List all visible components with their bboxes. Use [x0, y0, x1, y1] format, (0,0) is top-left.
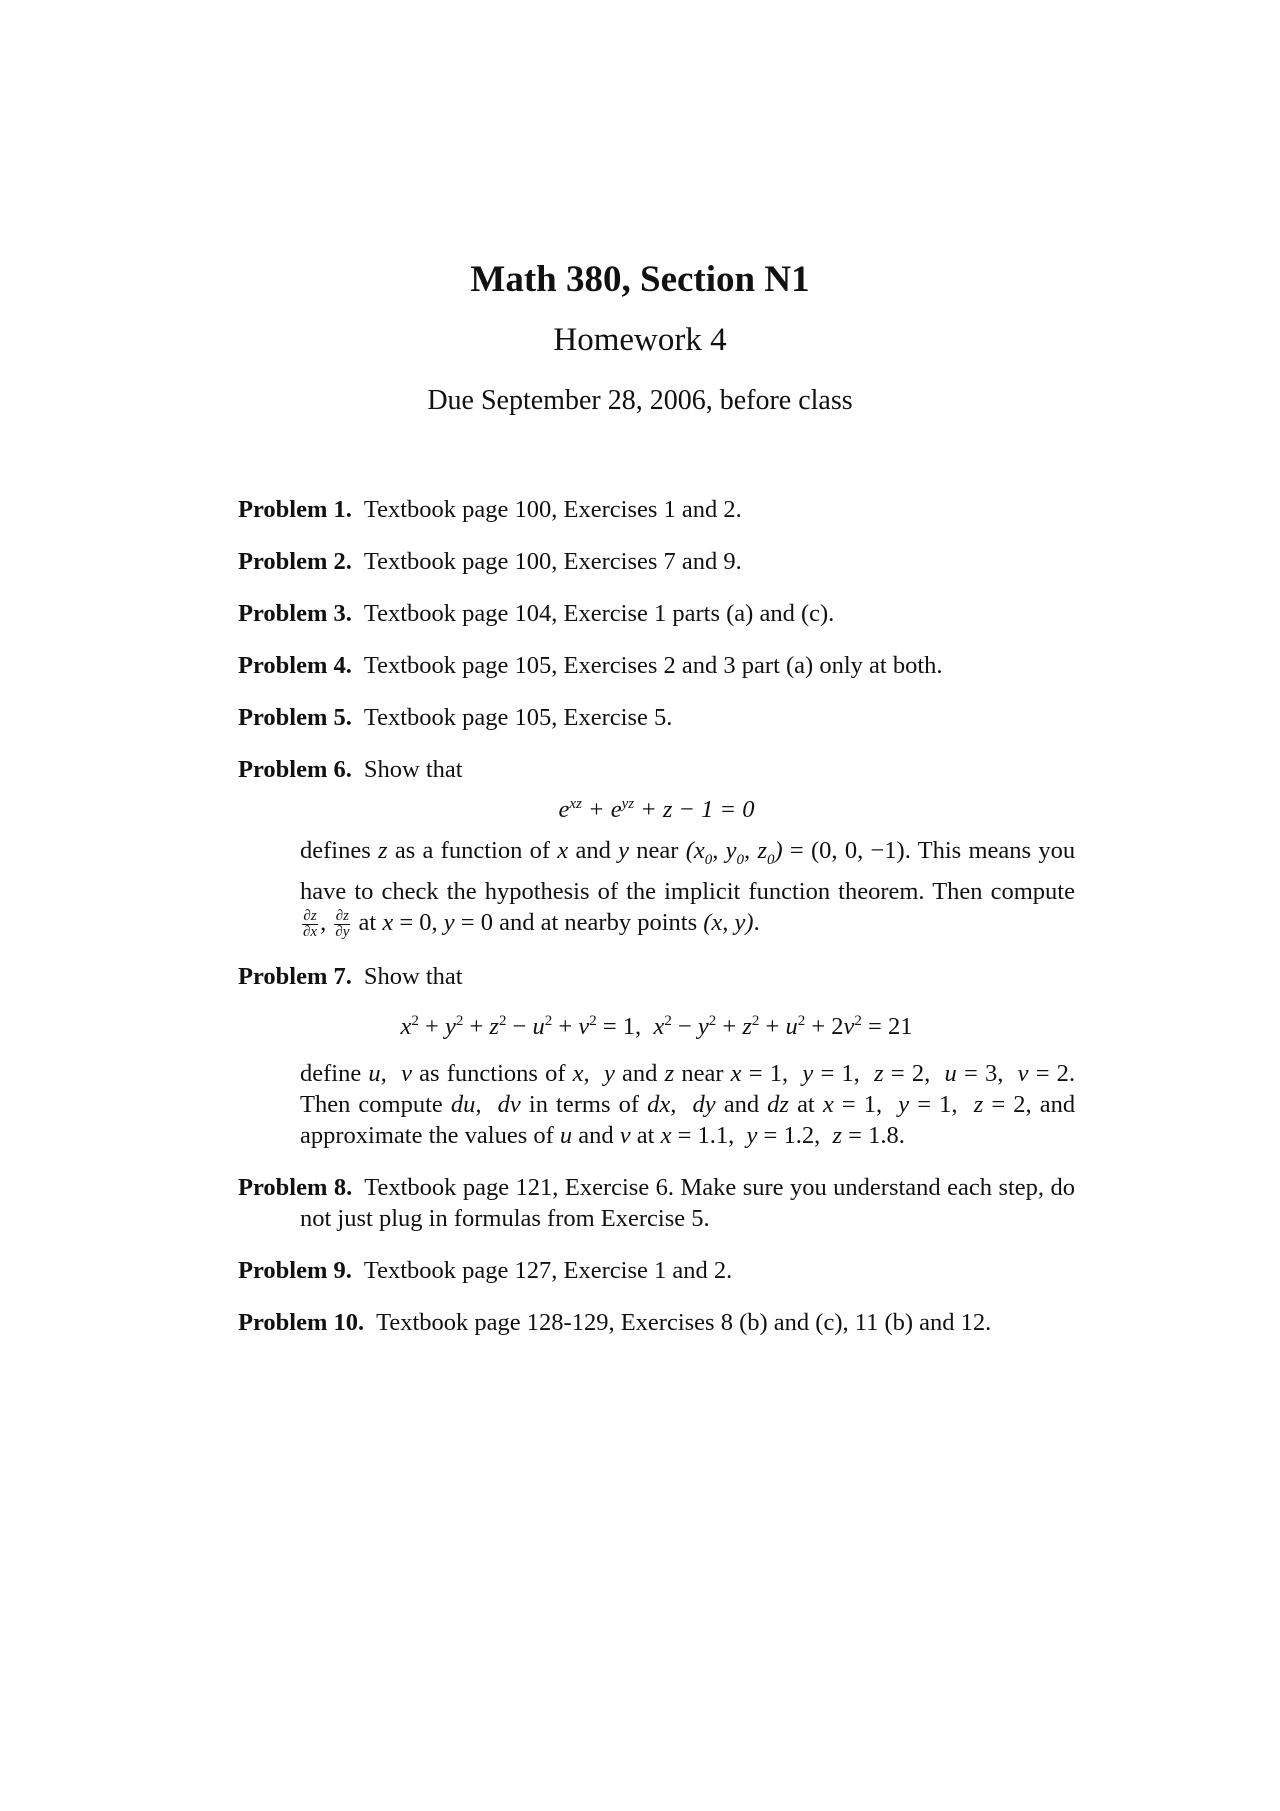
problem-6-body: defines z as a function of x and y near ($x_0$, $y_0$, $z_0) = (0$, 0, −1). This means you have to check the hypothesis of the implicit function theorem. Then compute $\frac{\partial z}{\partial x}$ , $\frac{\partial z}{\partial y}$ at x = 0, y = 0 and at nearby points (x, y). [300, 837, 1076, 940]
equation-system: $x^2 + y^2 + z^2 - u^2 + v^2 = 1$, $x^2 - y^2 + z^2 + u^2 + 2v^2 = 21$ [400, 1012, 913, 1041]
problem-6 [238, 754, 1075, 940]
problem-text: Textbook page 105, Exercise 5. [363, 704, 673, 731]
problem-text: Textbook page 100, Exercises 1 and 2. [363, 496, 742, 523]
problem-label: Problem 7. [238, 962, 352, 990]
due-date: Due September 28, 2006, before class [427, 385, 853, 416]
problem-2 [238, 546, 1075, 577]
problem-list [238, 494, 1075, 1359]
problem-text: Textbook page 104, Exercise 1 parts (a) and (c). [363, 600, 835, 627]
problem-text: Textbook page 105, Exercises 2 and 3 part (a) only at both. [363, 652, 943, 679]
problem-3 [238, 598, 1075, 629]
problem-intro: Show that [363, 962, 463, 990]
problem-text: Textbook page 121, Exercise 6. Make sure you understand each step, do not just plug in formulas from Exercise 5. [300, 1174, 1075, 1233]
problem-label: Problem 10. [238, 1309, 365, 1337]
page-title: Math 380, Section N1 [470, 259, 810, 300]
page-subtitle: Homework 4 [553, 322, 727, 358]
problem-label: Problem 3. [238, 600, 352, 627]
problem-4 [238, 650, 1075, 681]
partial-z-x: $\frac{\partial z}{\partial x}$ [303, 907, 318, 940]
problem-1 [238, 494, 1075, 525]
problem-9 [238, 1255, 1075, 1286]
problem-5 [238, 702, 1075, 733]
problem-label: Problem 4. [238, 652, 352, 679]
partial-z-y: $\frac{\partial z}{\partial y}$ [335, 907, 350, 940]
equation-implicit: $e^{xz} + e^{yz} + z - 1 = 0$ [558, 796, 755, 824]
problem-10 [238, 1307, 1075, 1338]
problem-label: Problem 1. [238, 496, 352, 523]
problem-7 [238, 961, 1075, 1151]
problem-label: Problem 8. [238, 1174, 353, 1202]
problem-8 [238, 1172, 1075, 1234]
problem-label: Problem 2. [238, 548, 352, 575]
problem-text: Textbook page 127, Exercise 1 and 2. [363, 1257, 733, 1285]
problem-label: Problem 9. [238, 1257, 352, 1285]
problem-label: Problem 6. [238, 756, 352, 783]
problem-text: Textbook page 128-129, Exercises 8 (b) and (c), 11 (b) and 12. [376, 1309, 992, 1337]
problem-label: Problem 5. [238, 704, 352, 731]
problem-intro: Show that [363, 756, 463, 783]
problem-7-body: define u, v as functions of x, y and z near x = 1, y = 1, z = 2, u = 3, v = 2. Then compute du, dv in terms of dx, dy and dz at x = 1, y = 1, z = 2, and approximate the values of u and v at x = 1.1, y = 1.2, z = 1.8. [300, 1060, 1076, 1150]
problem-text: Textbook page 100, Exercises 7 and 9. [363, 548, 742, 575]
